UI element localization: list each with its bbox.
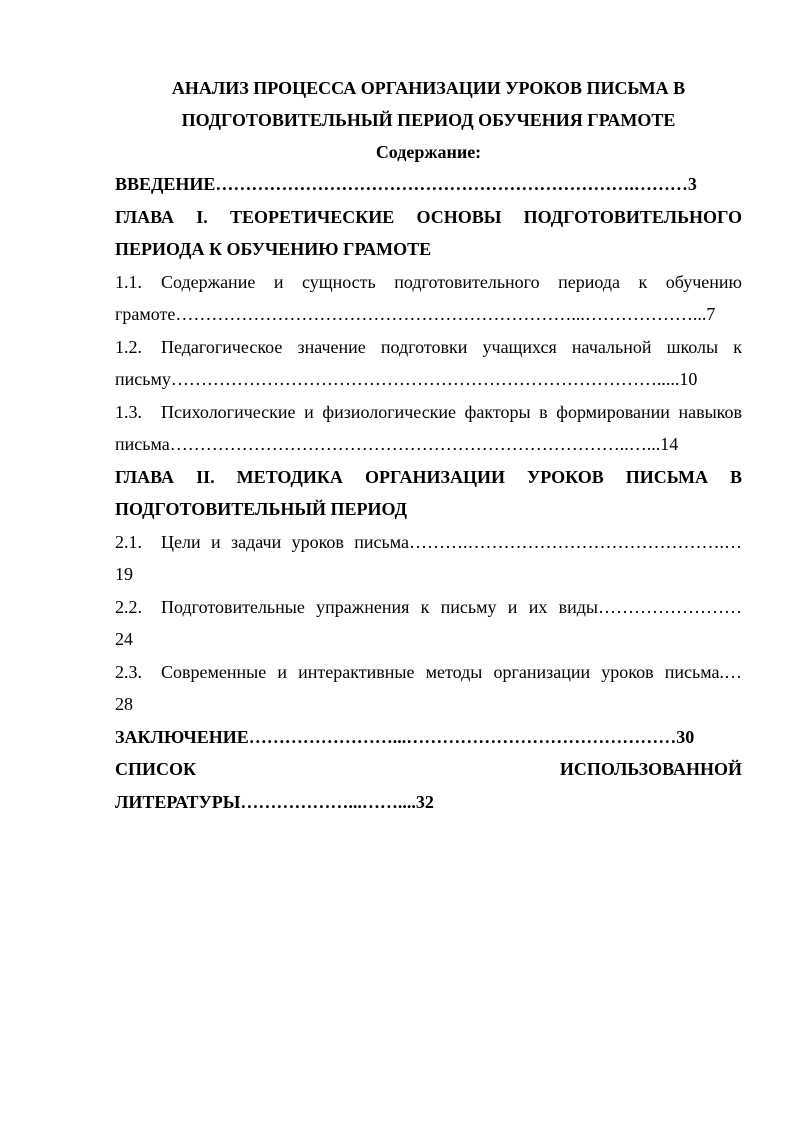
contents-heading: Содержание: xyxy=(375,142,482,162)
section-number: 1.3. xyxy=(115,401,142,422)
section-number: 1.2. xyxy=(115,336,142,357)
toc-chapter1-line2: ПЕРИОДА К ОБУЧЕНИЮ ГРАМОТЕ xyxy=(115,239,432,259)
section-number: 2.2. xyxy=(115,596,142,617)
toc-section-1-1-cont: грамоте…………………………………………………………...………………...7 xyxy=(115,304,716,324)
section-title: Цели и задачи уроков письма……….…………………………………….… xyxy=(161,531,742,552)
toc-chapter2-line1: ГЛАВА II. МЕТОДИКА ОРГАНИЗАЦИИ УРОКОВ ПИСЬМА В xyxy=(115,466,742,487)
toc-references-line2: ЛИТЕРАТУРЫ………………...……....32 xyxy=(115,791,434,812)
toc-conclusion: ЗАКЛЮЧЕНИЕ……………………...………………………………………30 xyxy=(115,726,695,747)
toc-section-2-3 xyxy=(115,656,742,689)
toc-chapter1-line1: ГЛАВА I. ТЕОРЕТИЧЕСКИЕ ОСНОВЫ ПОДГОТОВИТЕЛЬНОГО xyxy=(115,206,742,227)
toc-section-1-1 xyxy=(115,266,742,299)
section-number: 1.1. xyxy=(115,271,142,292)
toc-section-2-3-page: 28 xyxy=(115,694,133,714)
references-word-1: СПИСОК xyxy=(115,759,197,779)
document-page xyxy=(115,72,742,818)
toc-section-2-1 xyxy=(115,526,742,559)
section-number: 2.1. xyxy=(115,531,142,552)
toc-chapter2-line2: ПОДГОТОВИТЕЛЬНЫЙ ПЕРИОД xyxy=(115,499,408,519)
toc-section-2-1-page: 19 xyxy=(115,564,133,584)
section-number: 2.3. xyxy=(115,661,142,682)
toc-section-1-2-cont: письму……………………………………………………………………….....10 xyxy=(115,369,698,389)
references-word-2: ИСПОЛЬЗОВАННОЙ xyxy=(559,759,742,779)
section-title: Психологические и физиологические факторы в формировании навыков xyxy=(161,401,742,422)
toc-references-line1 xyxy=(115,753,742,786)
toc-section-2-2 xyxy=(115,591,742,624)
document-title-line-2: ПОДГОТОВИТЕЛЬНЫЙ ПЕРИОД ОБУЧЕНИЯ ГРАМОТЕ xyxy=(181,110,676,130)
toc-section-1-3 xyxy=(115,396,742,429)
section-title: Педагогическое значение подготовки учащихся начальной школы к xyxy=(161,336,742,357)
toc-section-2-2-page: 24 xyxy=(115,629,133,649)
toc-section-1-3-cont: письма…………………………………………………………………..…...14 xyxy=(115,434,679,454)
section-title: Современные и интерактивные методы организации уроков письма.… xyxy=(161,661,742,682)
section-title: Подготовительные упражнения к письму и их виды…………………… xyxy=(161,596,742,617)
section-title: Содержание и сущность подготовительного периода к обучению xyxy=(161,271,742,292)
toc-section-1-2 xyxy=(115,331,742,364)
toc-intro: ВВЕДЕНИЕ…………………………………………………………….………3 xyxy=(115,174,697,194)
document-title-line-1: АНАЛИЗ ПРОЦЕССА ОРГАНИЗАЦИИ УРОКОВ ПИСЬМА В xyxy=(171,78,686,98)
